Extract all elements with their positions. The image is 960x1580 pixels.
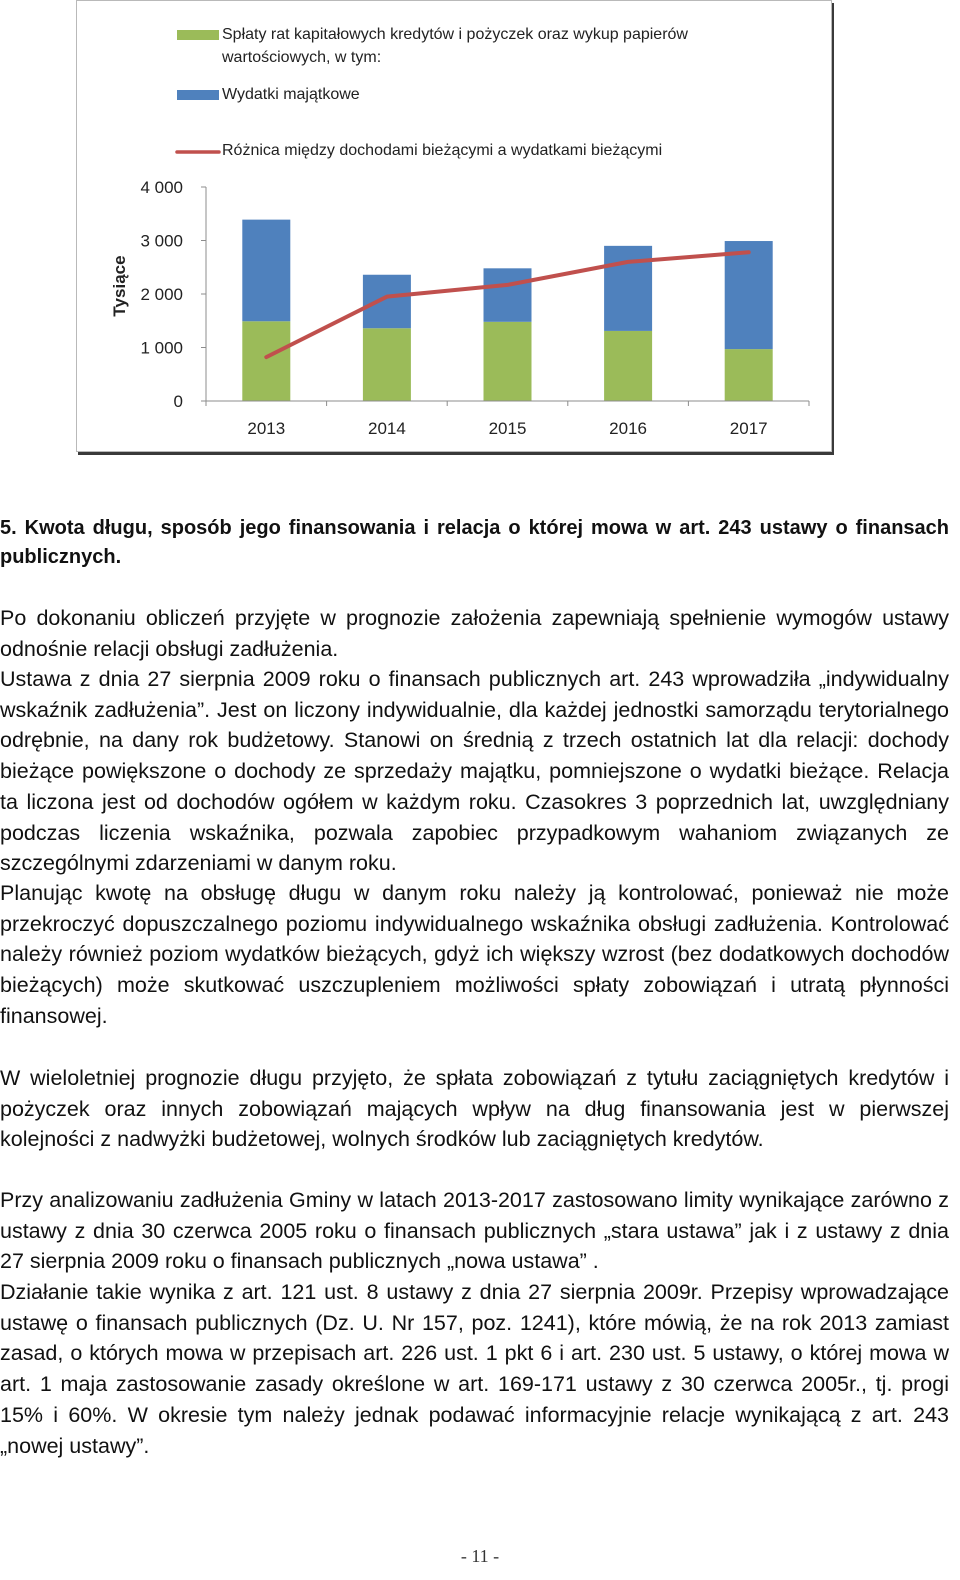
bar-1-2017 — [725, 241, 773, 349]
bar-0-2014 — [363, 328, 411, 401]
chart — [77, 1, 833, 453]
legend-swatch-0 — [177, 30, 219, 40]
bar-1-2015 — [484, 268, 532, 322]
legend-label-0-0: Spłaty rat kapitałowych kredytów i pożyczek oraz wykup papierów — [222, 26, 688, 43]
y-tick-label-3: 3 000 — [140, 231, 183, 251]
section-heading: 5. Kwota długu, sposób jego finansowania i relacja o której mowa w art. 243 ustawy o finansach publicznych. — [0, 517, 949, 568]
page-number: - 11 - — [460, 1546, 500, 1566]
x-tick-label-2013: 2013 — [247, 419, 286, 438]
bar-0-2015 — [484, 322, 532, 401]
y-tick-label-0: 0 — [173, 392, 183, 411]
bar-1-2014 — [363, 275, 411, 329]
paragraph-5: Przy analizowaniu zadłużenia Gminy w latach 2013-2017 zastosowano limity wynikające zarówno z ustawy z dnia 30 czerwca 2005 roku o finansach publicznych „stara ustawa” jak i z ustawy z dnia 27 sierpnia 2009 roku o finansach publicznych „nowa ustawa” . — [0, 1188, 949, 1274]
legend-swatch-1 — [177, 90, 219, 100]
paragraph-6: Działanie takie wynika z art. 121 ust. 8 ustawy z dnia 27 sierpnia 2009r. Przepisy wprowadzające ustawę o finansach publicznych (Dz. U. Nr 157, poz. 1241), które mówią, że na rok 2013 zamiast zasad, o których mowa w przepisach art. 226 ust. 1 pkt 6 i art. 230 ust. 5 ustawy, o której mowa w art. 1 maja zastosowanie zasady określone w art. 169-171 ustawy z 30 czerwca 2005r., tj. progi 15% i 60%. W okresie tym należy jednak podawać informacyjnie relacje wynikającą z art. 243 „nowej ustawy”. — [0, 1280, 949, 1458]
x-tick-label-2017: 2017 — [729, 419, 768, 438]
x-tick-label-2016: 2016 — [609, 419, 648, 438]
y-tick-label-1: 1 000 — [140, 338, 183, 358]
y-axis-title: Tysiące — [110, 255, 129, 317]
bar-1-2013 — [242, 220, 290, 322]
paragraph-2: Ustawa z dnia 27 sierpnia 2009 roku o finansach publicznych art. 243 wprowadziła „indywidualny wskaźnik zadłużenia”. Jest on liczony indywidualnie, dla każdej jednostki samorządu terytorialnego odrębnie, na dany rok budżetowy. Stanowi on średnią z trzech ostatnich lat dla relacji: dochody bieżące powiększone o dochody ze sprzedaży majątku, pomniejszone o wydatki bieżące. Relacja ta liczona jest od dochodów ogółem w każdym roku. Czasokres 3 poprzednich lat, uwzględniany podczas liczenia wskaźnika, pozwala zapobiec przypadkowym wahaniom związanych ze szczególnymi zdarzeniami w danym roku. — [0, 667, 949, 876]
y-tick-label-2: 2 000 — [140, 285, 183, 304]
x-tick-label-2014: 2014 — [367, 419, 406, 438]
chart-container — [76, 0, 832, 452]
bar-0-2017 — [725, 349, 773, 401]
bar-0-2016 — [604, 331, 652, 401]
paragraph-4: W wieloletniej prognozie długu przyjęto, że spłata zobowiązań z tytułu zaciągniętych kredytów i pożyczek oraz innych zobowiązań mających wpływ na dług finansowania jest w pierwszej kolejności z nadwyżki budżetowej, wolnych środków lub zaciągniętych kredytów. — [0, 1066, 949, 1152]
legend-label-2-0: Różnica między dochodami bieżącymi a wydatkami bieżącymi — [222, 142, 663, 159]
paragraph-1: Po dokonaniu obliczeń przyjęte w prognozie założenia zapewniają spełnienie wymogów ustawy odnośnie relacji obsługi zadłużenia. — [0, 606, 949, 661]
x-tick-label-2015: 2015 — [488, 419, 527, 438]
paragraph-3: Planując kwotę na obsługę długu w danym roku należy ją kontrolować, ponieważ nie może przekroczyć dopuszczalnego poziomu indywidualnego wskaźnika obsługi zadłużenia. Kontrolować należy również poziom wydatków bieżących, gdyż ich większy wzrost (bez dodatkowych dochodów bieżących) może skutkować uszczupleniem możliwości spłaty zobowiązań i utratą płynności finansowej. — [0, 881, 949, 1028]
legend-label-1-0: Wydatki majątkowe — [222, 86, 360, 103]
legend-label-0-1: wartościowych, w tym: — [222, 49, 382, 66]
bar-0-2013 — [242, 321, 290, 401]
y-tick-label-4: 4 000 — [140, 178, 183, 197]
